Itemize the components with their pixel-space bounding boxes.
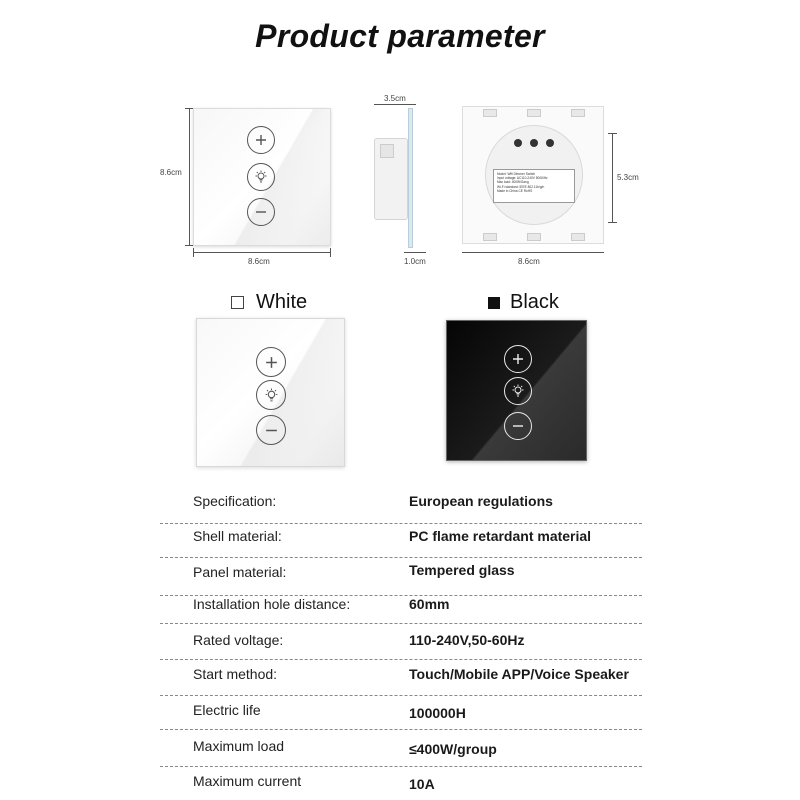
mounting-tab: [527, 233, 541, 241]
table-row: [160, 738, 642, 772]
table-row: [160, 666, 642, 700]
table-row: [160, 773, 642, 797]
dimension-tick: [608, 222, 617, 223]
side-glass-label: 1.0cm: [404, 257, 426, 266]
bulb-icon: [256, 380, 286, 410]
spec-key: Start method:: [193, 666, 278, 682]
sticker-line: Wi-Fi standard: IEEE 802.11b/g/n: [497, 184, 545, 189]
spec-value: 10A: [409, 776, 435, 792]
spec-key: Electric life: [193, 702, 261, 718]
black-option-label: [488, 291, 559, 314]
terminal-block: [380, 144, 394, 158]
mounting-tab: [483, 109, 497, 117]
row-divider: [160, 766, 642, 767]
glass-edge: [408, 108, 413, 248]
spec-value: PC flame retardant material: [409, 528, 592, 544]
spec-key: Specification:: [193, 493, 277, 509]
sticker-line: Input voltage: AC110-240V 50/60Hz: [497, 176, 548, 181]
row-divider: [160, 695, 642, 696]
dimension-line-horizontal: [374, 104, 416, 105]
mounting-tab: [571, 109, 585, 117]
plus-icon: [504, 345, 532, 373]
sticker-line: Max load: 400W/Gang: [497, 180, 529, 185]
back-width-label: 8.6cm: [518, 257, 540, 266]
spec-key: Maximum current: [193, 773, 302, 789]
sticker-line: Made in China CE RoHS: [497, 188, 533, 193]
dimension-line-horizontal: [193, 252, 331, 253]
plus-icon: [256, 347, 286, 377]
front-switch-panel: [193, 108, 331, 246]
row-divider: [160, 659, 642, 660]
terminal-screw: [546, 139, 554, 147]
spec-key: Panel material:: [193, 564, 287, 580]
spec-key: Maximum load: [193, 738, 285, 754]
table-row: [160, 562, 642, 596]
row-divider: [160, 523, 642, 524]
white-swatch: [231, 296, 244, 309]
terminal-screw: [530, 139, 538, 147]
mounting-tab: [527, 109, 541, 117]
spec-value: European regulations: [409, 493, 553, 509]
spec-key: Rated voltage:: [193, 632, 284, 648]
minus-icon: [247, 198, 275, 226]
dimension-tick: [193, 248, 194, 257]
dimension-tick: [608, 133, 617, 134]
dimension-line-horizontal: [462, 252, 604, 253]
front-height-label: 8.6cm: [160, 168, 182, 177]
row-divider: [160, 557, 642, 558]
spec-value: ≤400W/group: [409, 741, 497, 757]
terminal-screw: [514, 139, 522, 147]
mounting-tab: [571, 233, 585, 241]
table-row: [160, 528, 642, 562]
dimension-line-vertical: [189, 108, 190, 246]
row-divider: [160, 729, 642, 730]
white-switch-image: [196, 318, 345, 467]
table-row: [160, 702, 642, 736]
spec-value: 60mm: [409, 596, 450, 612]
black-switch-image: [446, 320, 587, 461]
white-option-label: [231, 291, 307, 314]
spec-value: Touch/Mobile APP/Voice Speaker: [409, 666, 629, 682]
front-width-label: 8.6cm: [248, 257, 270, 266]
plus-icon: [247, 126, 275, 154]
black-swatch: [488, 297, 500, 309]
black-option-text: Black: [510, 291, 559, 313]
page-title: Product parameter: [255, 18, 545, 54]
side-depth-label: 3.5cm: [384, 94, 406, 103]
spec-key: Installation hole distance:: [193, 596, 351, 612]
minus-icon: [256, 415, 286, 445]
spec-value: 110-240V,50-60Hz: [409, 632, 525, 648]
minus-icon: [504, 412, 532, 440]
table-row: [160, 596, 642, 630]
spec-value: 100000H: [409, 705, 466, 721]
dimension-line-vertical: [612, 133, 613, 223]
spec-sticker: [493, 169, 575, 203]
table-row: [160, 632, 642, 666]
table-row: [160, 493, 642, 527]
back-panel: [462, 106, 604, 244]
sticker-line: Model: Wifi Dimmer Switch: [497, 172, 536, 176]
bulb-icon: [247, 163, 275, 191]
dimension-line-horizontal: [404, 252, 426, 253]
row-divider: [160, 623, 642, 624]
white-option-text: White: [256, 291, 308, 313]
bulb-icon: [504, 377, 532, 405]
spec-value: Tempered glass: [409, 562, 515, 578]
mounting-tab: [483, 233, 497, 241]
dimension-tick: [330, 248, 331, 257]
side-profile: [372, 108, 422, 248]
spec-key: Shell material:: [193, 528, 282, 544]
back-height-label: 5.3cm: [617, 173, 639, 182]
